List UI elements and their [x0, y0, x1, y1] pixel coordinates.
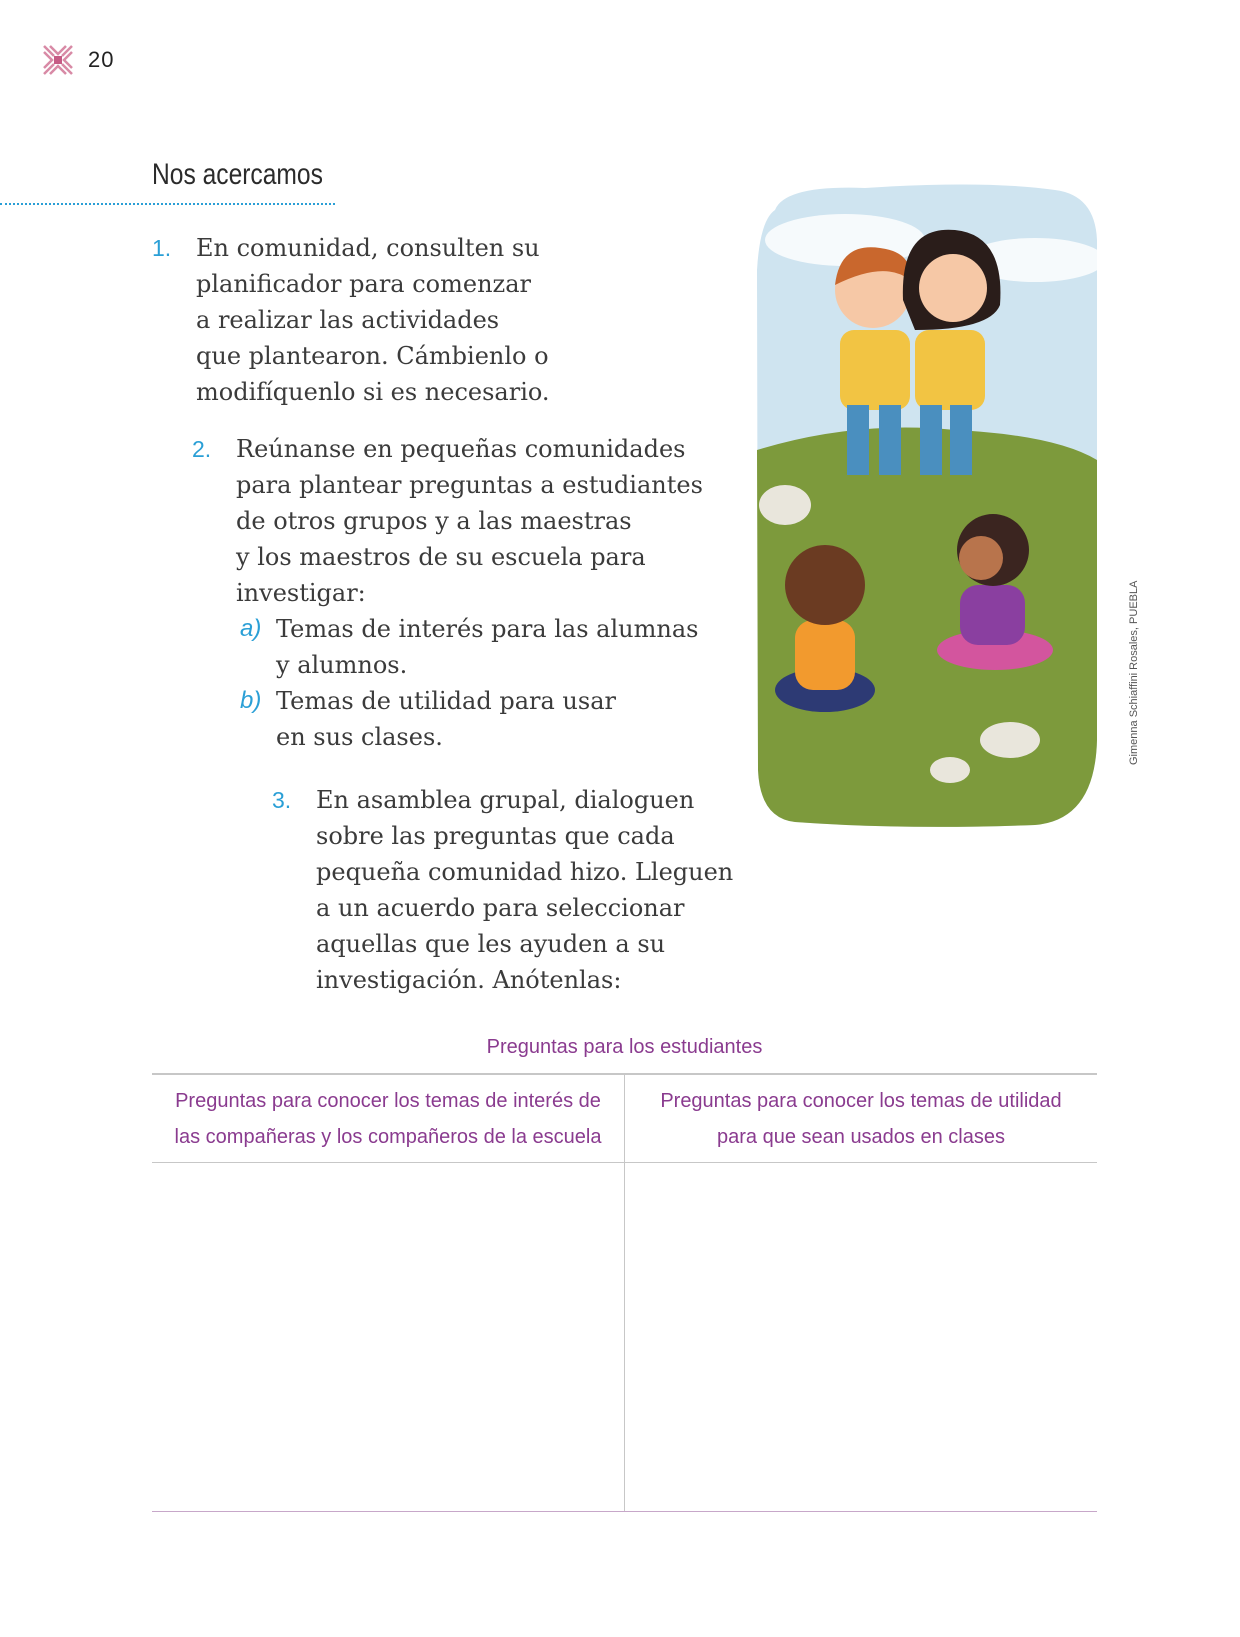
column-header-utility: Preguntas para conocer los temas de utilidad para que sean usados en clases — [660, 1090, 1062, 1148]
title-divider — [0, 203, 335, 205]
questions-table — [152, 1073, 1097, 1513]
subitem-b — [192, 683, 703, 755]
table-bottom-rule — [152, 1511, 1097, 1512]
activity-text: En asamblea grupal, dialoguen sobre las preguntas que cada pequeña comunidad hizo. Lleguen a un acuerdo para seleccionar aquellas que les ayuden a su investigación. Anótenlas: — [316, 786, 734, 994]
rock — [980, 722, 1040, 758]
rock — [930, 757, 970, 783]
column-header-interest: Preguntas para conocer los temas de interés de las compañeras y los compañeros de la escuela — [174, 1090, 602, 1148]
illustration-credit: Gimenna Schiaffini Rosales, PUEBLA — [1128, 580, 1140, 765]
subitem-text: Temas de interés para las alumnas y alumnos. — [276, 615, 699, 679]
activity-text: Reúnanse en pequeñas comunidades para plantear preguntas a estudiantes de otros grupos y a las maestras y los maestros de su escuela para investigar: — [236, 435, 703, 607]
activity-3 — [272, 782, 733, 998]
subitem-text: Temas de utilidad para usar en sus clases. — [276, 687, 616, 751]
activity-number: 1. — [152, 235, 172, 261]
activity-1 — [152, 230, 550, 410]
page-header — [40, 42, 114, 78]
subitem-list — [192, 611, 703, 755]
activity-number: 3. — [272, 787, 292, 813]
activity-text: En comunidad, consulten su planificador para comenzar a realizar las actividades que plantearon. Cámbienlo o modifíquenlo si es necesario. — [196, 234, 550, 406]
ornament-icon — [40, 42, 76, 78]
rock — [759, 485, 811, 525]
subitem-a — [192, 611, 703, 683]
table-caption: Preguntas para los estudiantes — [486, 1036, 763, 1058]
answer-cell-utility[interactable] — [625, 1163, 1097, 1511]
subitem-letter: a) — [240, 615, 262, 642]
activity-2 — [192, 431, 703, 755]
subitem-letter: b) — [240, 687, 262, 714]
activity-number: 2. — [192, 436, 212, 462]
answer-cell-interest[interactable] — [152, 1163, 624, 1511]
section-title: Nos acercamos — [152, 158, 323, 191]
page-number: 20 — [88, 47, 115, 72]
children-illustration — [755, 180, 1100, 830]
